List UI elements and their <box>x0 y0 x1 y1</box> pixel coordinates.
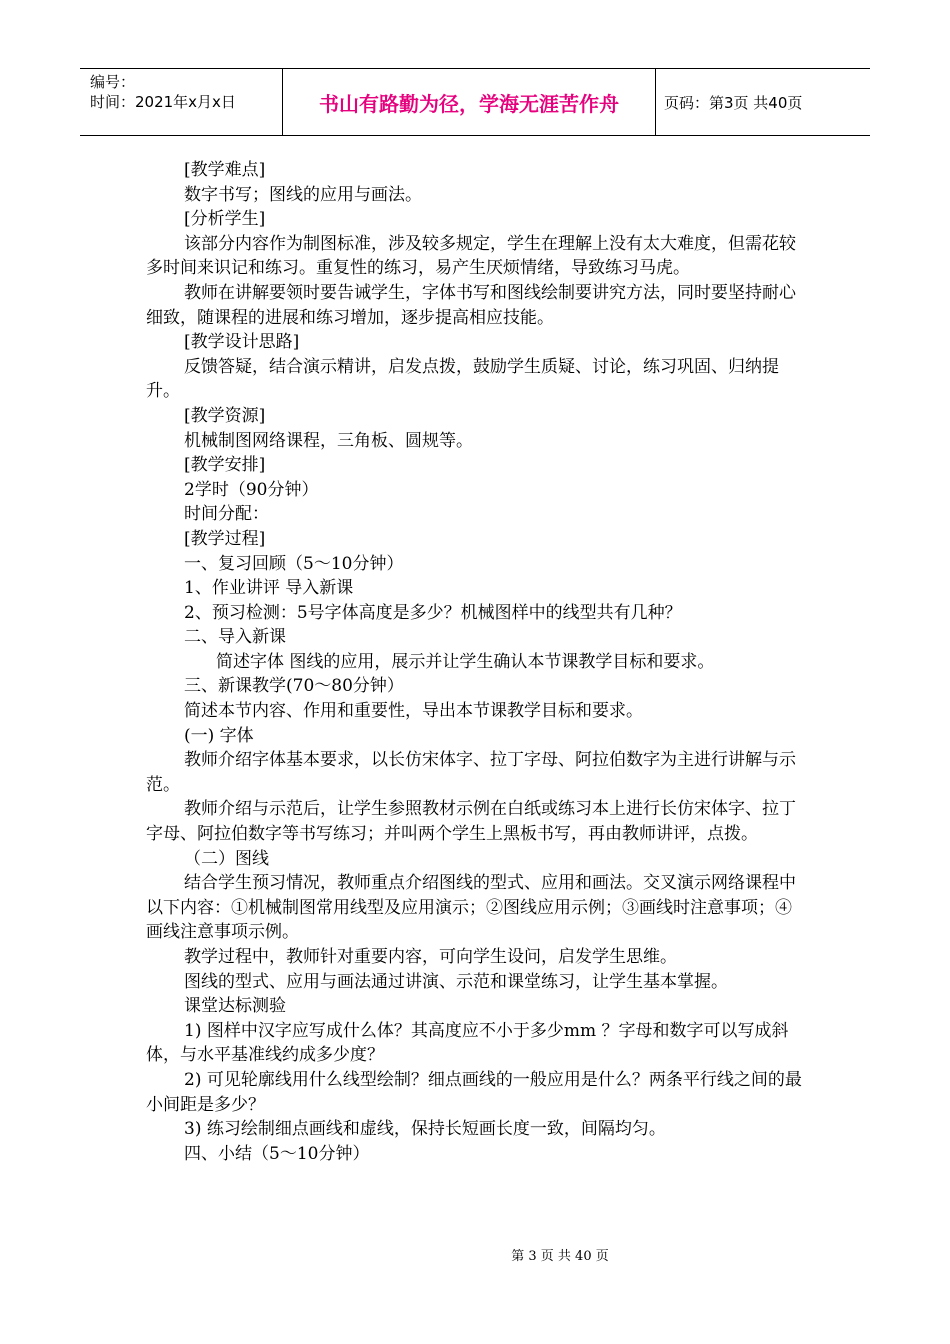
paragraph: 教学过程中，教师针对重要内容，可向学生设问，启发学生思维。 <box>184 947 677 967</box>
doc-number-label: 编号： <box>90 73 136 91</box>
paragraph: 反馈答疑，结合演示精讲，启发点拨，鼓励学生质疑、讨论，练习巩固、归纳提升。 <box>146 356 779 402</box>
header-motto-cell <box>283 69 656 135</box>
doc-time-label: 时间：2021年x月x日 <box>90 93 236 111</box>
section-heading: [教学资源] <box>184 405 266 426</box>
subsection-heading: 一、复习回顾（5～10分钟） <box>184 553 404 574</box>
paragraph: 该部分内容作为制图标准，涉及较多规定，学生在理解上没有太大难度，但需花较多时间来识记和练习。重复性的练习，易产生厌烦情绪，导致练习马虎。 <box>146 233 796 279</box>
paragraph: 结合学生预习情况，教师重点介绍图线的型式、应用和画法。交叉演示网络课程中以下内容：①机械制图常用线型及应用演示；②图线应用示例；③画线时注意事项；④画线注意事项示例。 <box>146 873 796 943</box>
section-heading: [教学过程] <box>184 528 266 549</box>
section-heading: [分析学生] <box>184 209 266 230</box>
list-item: 1、作业讲评 导入新课 <box>184 578 354 599</box>
paragraph: 图线的型式、应用与画法通过讲演、示范和课堂练习，让学生基本掌握。 <box>184 971 728 992</box>
subsection-heading: （二）图线 <box>184 848 269 869</box>
quiz-question: 3) 练习绘制细点画线和虚线，保持长短画长度一致，间隔均匀。 <box>184 1119 666 1140</box>
header-meta-cell <box>80 69 283 135</box>
subsection-heading: 课堂达标测验 <box>184 996 286 1017</box>
header-page-cell <box>656 69 870 135</box>
paragraph: 时间分配： <box>184 504 269 525</box>
paragraph: 机械制图网络课程，三角板、圆规等。 <box>184 430 473 451</box>
header-page-info: 页码：第3页 共40页 <box>664 94 803 112</box>
quiz-question: 2) 可见轮廓线用什么线型绘制？细点画线的一般应用是什么？两条平行线之间的最小间距是多少？ <box>146 1069 802 1115</box>
document-body <box>146 158 808 1166</box>
paragraph: 教师在讲解要领时要告诫学生，字体书写和图线绘制要讲究方法，同时要坚持耐心细致，随课程的进展和练习增加，逐步提高相应技能。 <box>146 282 796 328</box>
paragraph: 数字书写；图线的应用与画法。 <box>184 184 422 205</box>
list-item: 2、预习检测：5号字体高度是多少？机械图样中的线型共有几种？ <box>184 602 682 623</box>
paragraph: 教师介绍与示范后，让学生参照教材示例在白纸或练习本上进行长仿宋体字、拉丁字母、阿拉伯数字等书写练习；并叫两个学生上黑板书写，再由教师讲评，点拨。 <box>146 799 796 845</box>
paragraph: 教师介绍字体基本要求，以长仿宋体字、拉丁字母、阿拉伯数字为主进行讲解与示范。 <box>146 750 796 795</box>
section-heading: [教学设计思路] <box>184 332 300 353</box>
paragraph: 2学时（90分钟） <box>184 479 319 500</box>
section-heading: [教学安排] <box>184 455 266 476</box>
subsection-heading: 三、新课教学(70～80分钟） <box>184 676 404 697</box>
paragraph: 简述字体 图线的应用，展示并让学生确认本节课教学目标和要求。 <box>216 651 715 672</box>
header-motto: 书山有路勤为径，学海无涯苦作舟 <box>319 92 619 116</box>
subsection-heading: 二、导入新课 <box>184 627 286 648</box>
subsection-heading: (一) 字体 <box>184 725 254 746</box>
subsection-heading: 四、小结（5～10分钟） <box>184 1143 370 1164</box>
section-heading: [教学难点] <box>184 160 266 180</box>
paragraph: 简述本节内容、作用和重要性，导出本节课教学目标和要求。 <box>184 701 643 722</box>
page-footer: 第 3 页 共 40 页 <box>511 1249 609 1264</box>
quiz-question: 1) 图样中汉字应写成什么体？其高度应不小于多少mm ？字母和数字可以写成斜体，与水平基准线约成多少度？ <box>146 1020 789 1066</box>
page-header <box>80 68 870 136</box>
